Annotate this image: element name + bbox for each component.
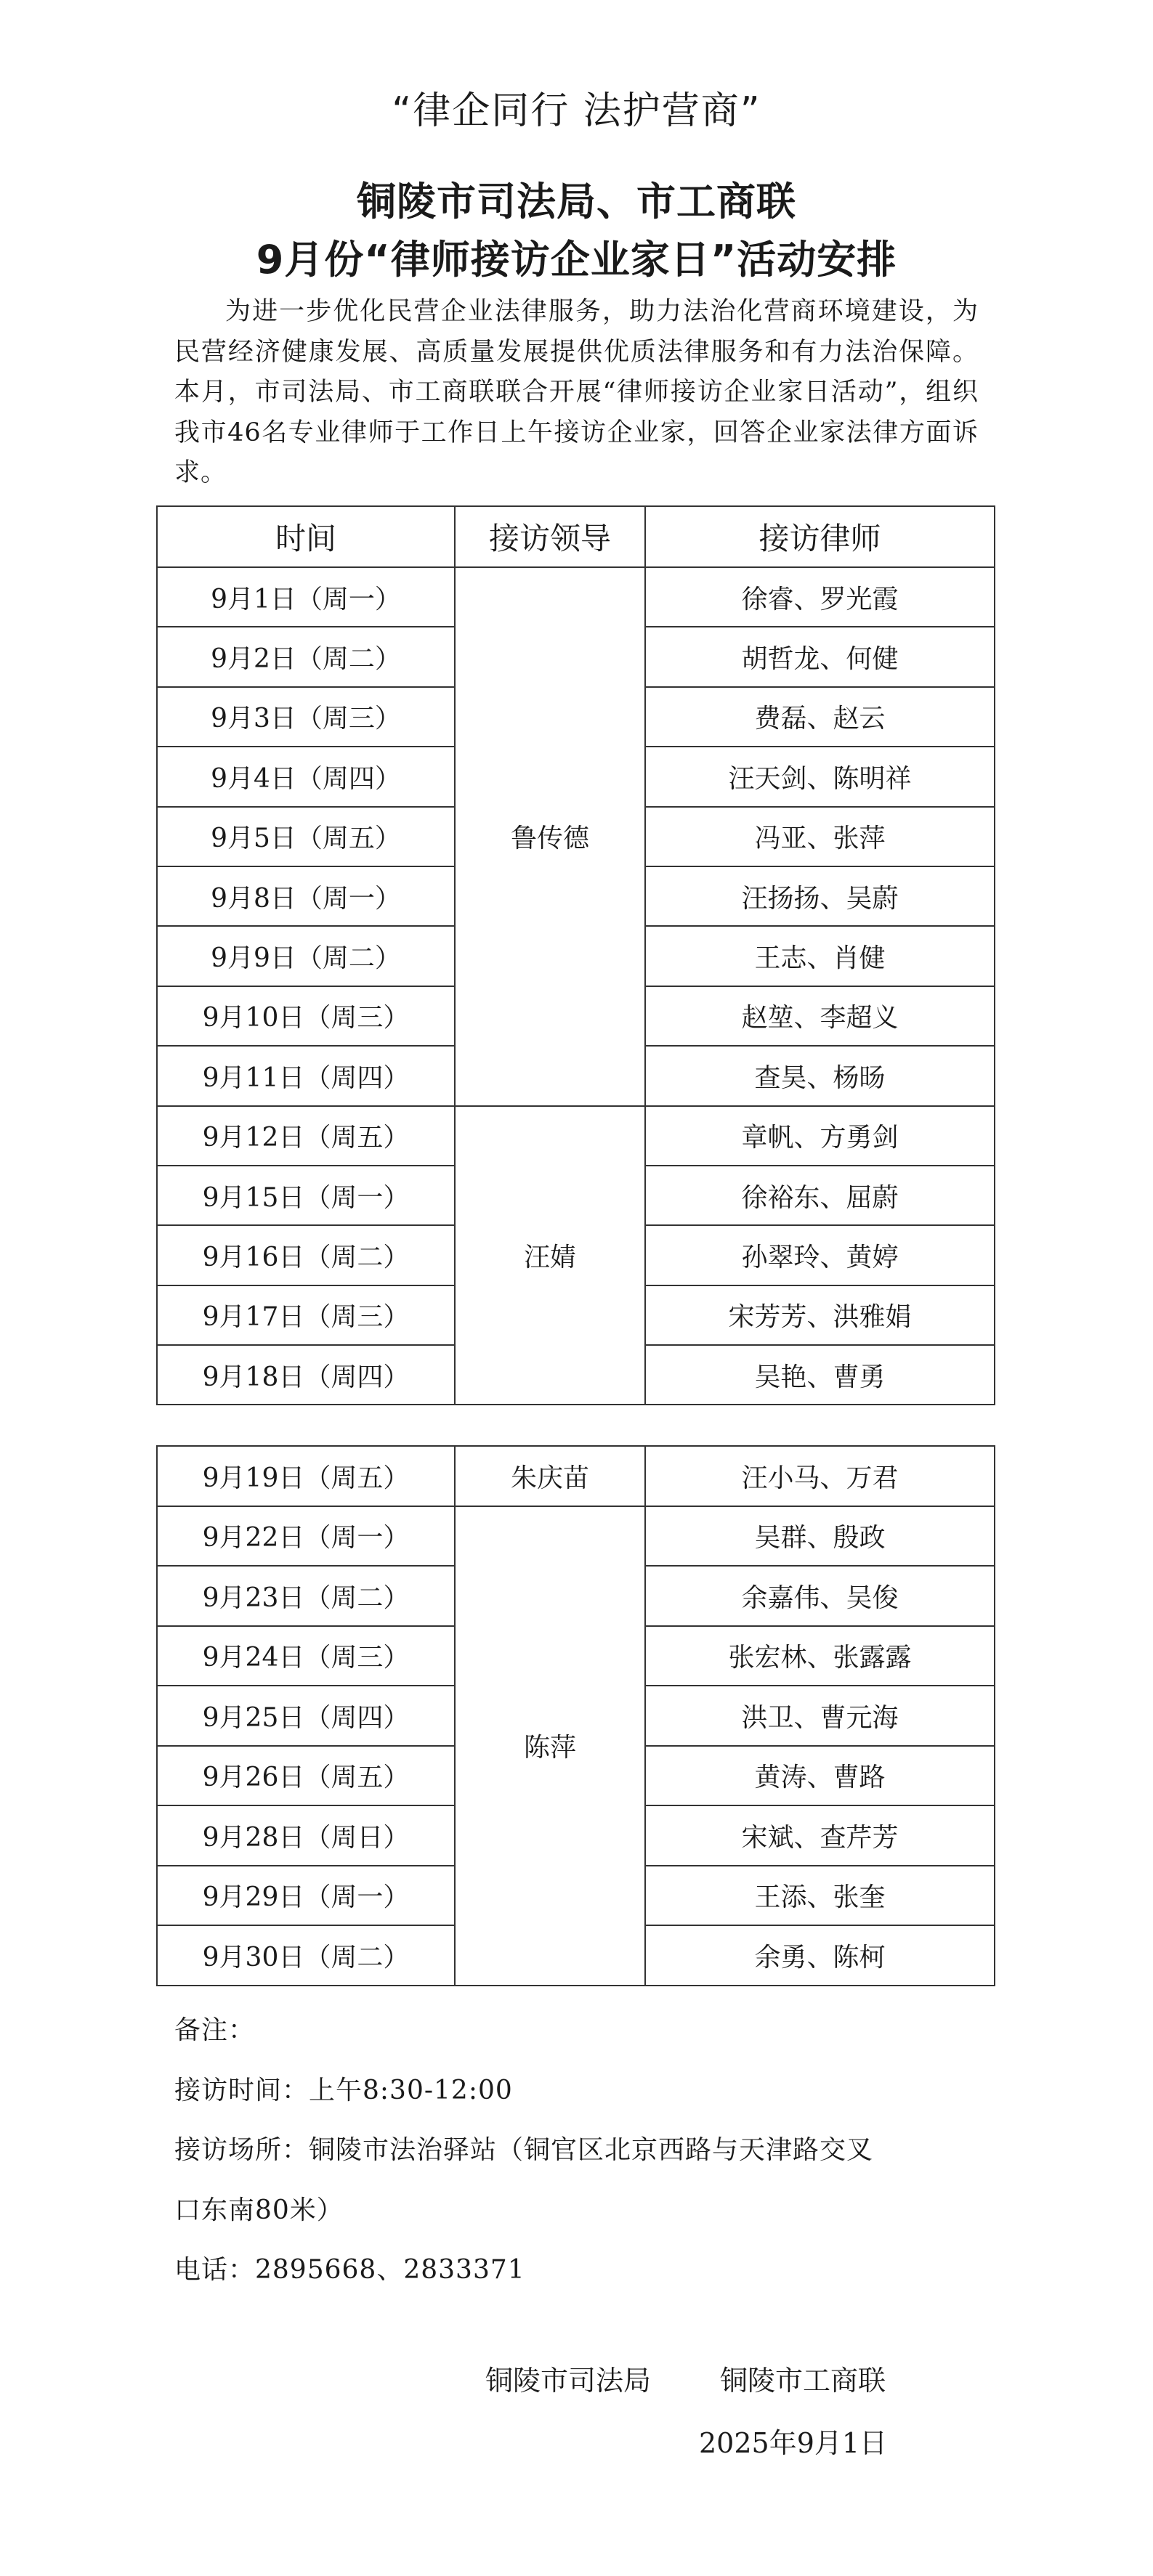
document-title-line1: 铜陵市司法局、市工商联 bbox=[357, 179, 796, 224]
row-date: 9月8日（周一） bbox=[157, 866, 455, 926]
table-row bbox=[157, 1106, 995, 1166]
row-lawyers: 胡哲龙、何健 bbox=[645, 627, 995, 686]
row-date: 9月12日（周五） bbox=[157, 1106, 455, 1166]
table-row bbox=[157, 1446, 995, 1506]
notes-time: 接访时间：上午8:30-12:00 bbox=[174, 2075, 513, 2105]
row-lawyers: 汪扬扬、吴蔚 bbox=[645, 866, 995, 926]
row-lawyers: 查昊、杨旸 bbox=[645, 1046, 995, 1105]
notes-place-line2: 口东南80米） bbox=[174, 2195, 344, 2225]
row-date: 9月16日（周二） bbox=[157, 1225, 455, 1285]
row-date: 9月28日（周日） bbox=[157, 1805, 455, 1866]
row-lawyers: 冯亚、张萍 bbox=[645, 807, 995, 866]
notes-place-line1: 接访场所：铜陵市法治驿站（铜官区北京西路与天津路交叉 bbox=[174, 2135, 874, 2165]
header-leader: 接访领导 bbox=[455, 506, 645, 567]
signers bbox=[485, 2360, 886, 2401]
schedule-table-part2 bbox=[156, 1445, 995, 1986]
row-lawyers: 章帆、方勇剑 bbox=[645, 1106, 995, 1166]
signer-commerce-federation: 铜陵市工商联 bbox=[720, 2365, 886, 2397]
row-lawyers: 余嘉伟、吴俊 bbox=[645, 1566, 995, 1626]
table-row bbox=[157, 1506, 995, 1567]
row-date: 9月9日（周二） bbox=[157, 926, 455, 986]
row-date: 9月23日（周二） bbox=[157, 1566, 455, 1626]
row-lawyers: 王添、张奎 bbox=[645, 1866, 995, 1926]
notes-section bbox=[174, 2001, 988, 2301]
row-date: 9月4日（周四） bbox=[157, 747, 455, 806]
row-date: 9月15日（周一） bbox=[157, 1166, 455, 1225]
row-date: 9月19日（周五） bbox=[157, 1446, 455, 1506]
row-lawyers: 吴艳、曹勇 bbox=[645, 1345, 995, 1405]
row-lawyers: 徐睿、罗光霞 bbox=[645, 567, 995, 627]
row-date: 9月3日（周三） bbox=[157, 687, 455, 747]
row-lawyers: 汪小马、万君 bbox=[645, 1446, 995, 1506]
row-lawyers: 徐裕东、屈蔚 bbox=[645, 1166, 995, 1225]
row-date: 9月25日（周四） bbox=[157, 1686, 455, 1746]
schedule-table-part1 bbox=[156, 505, 995, 1405]
header-time: 时间 bbox=[157, 506, 455, 567]
row-date: 9月30日（周二） bbox=[157, 1925, 455, 1986]
row-leader: 鲁传德 bbox=[455, 567, 645, 1106]
table-row bbox=[157, 567, 995, 627]
row-leader: 汪婧 bbox=[455, 1106, 645, 1405]
row-lawyers: 宋斌、查芹芳 bbox=[645, 1805, 995, 1866]
row-date: 9月26日（周五） bbox=[157, 1746, 455, 1806]
row-lawyers: 洪卫、曹元海 bbox=[645, 1686, 995, 1746]
row-date: 9月5日（周五） bbox=[157, 807, 455, 866]
notes-label: 备注： bbox=[174, 2015, 256, 2045]
row-lawyers: 张宏林、张露露 bbox=[645, 1626, 995, 1686]
row-date: 9月2日（周二） bbox=[157, 627, 455, 686]
row-lawyers: 汪天剑、陈明祥 bbox=[645, 747, 995, 806]
row-lawyers: 宋芳芳、洪雅娟 bbox=[645, 1285, 995, 1345]
row-leader: 陈萍 bbox=[455, 1506, 645, 1986]
issue-date: 2025年9月1日 bbox=[699, 2427, 888, 2459]
signer-justice-bureau: 铜陵市司法局 bbox=[485, 2365, 652, 2397]
slogan: “律企同行 法护营商” bbox=[392, 89, 761, 133]
row-lawyers: 黄涛、曹路 bbox=[645, 1746, 995, 1806]
notes-phone: 电话：2895668、2833371 bbox=[174, 2255, 525, 2285]
header-lawyers: 接访律师 bbox=[645, 506, 995, 567]
row-leader: 朱庆苗 bbox=[455, 1446, 645, 1506]
row-date: 9月10日（周三） bbox=[157, 986, 455, 1046]
row-date: 9月1日（周一） bbox=[157, 567, 455, 627]
table-header-row bbox=[157, 506, 995, 567]
row-date: 9月18日（周四） bbox=[157, 1345, 455, 1405]
row-lawyers: 王志、肖健 bbox=[645, 926, 995, 986]
row-date: 9月29日（周一） bbox=[157, 1866, 455, 1926]
row-date: 9月22日（周一） bbox=[157, 1506, 455, 1567]
row-lawyers: 孙翠玲、黄婷 bbox=[645, 1225, 995, 1285]
row-date: 9月17日（周三） bbox=[157, 1285, 455, 1345]
row-lawyers: 赵堃、李超义 bbox=[645, 986, 995, 1046]
row-date: 9月24日（周三） bbox=[157, 1626, 455, 1686]
row-lawyers: 吴群、殷政 bbox=[645, 1506, 995, 1567]
row-date: 9月11日（周四） bbox=[157, 1046, 455, 1105]
document-title-line2: 9月份“律师接访企业家日”活动安排 bbox=[256, 237, 897, 283]
row-lawyers: 费磊、赵云 bbox=[645, 687, 995, 747]
intro-paragraph: 为进一步优化民营企业法律服务，助力法治化营商环境建设，为民营经济健康发展、高质量发展提供优质法律服务和有力法治保障。本月，市司法局、市工商联联合开展“律师接访企业家日活动”，组织我市46名专业律师于工作日上午接访企业家，回答企业家法律方面诉求。 bbox=[174, 297, 979, 487]
row-lawyers: 余勇、陈柯 bbox=[645, 1925, 995, 1986]
